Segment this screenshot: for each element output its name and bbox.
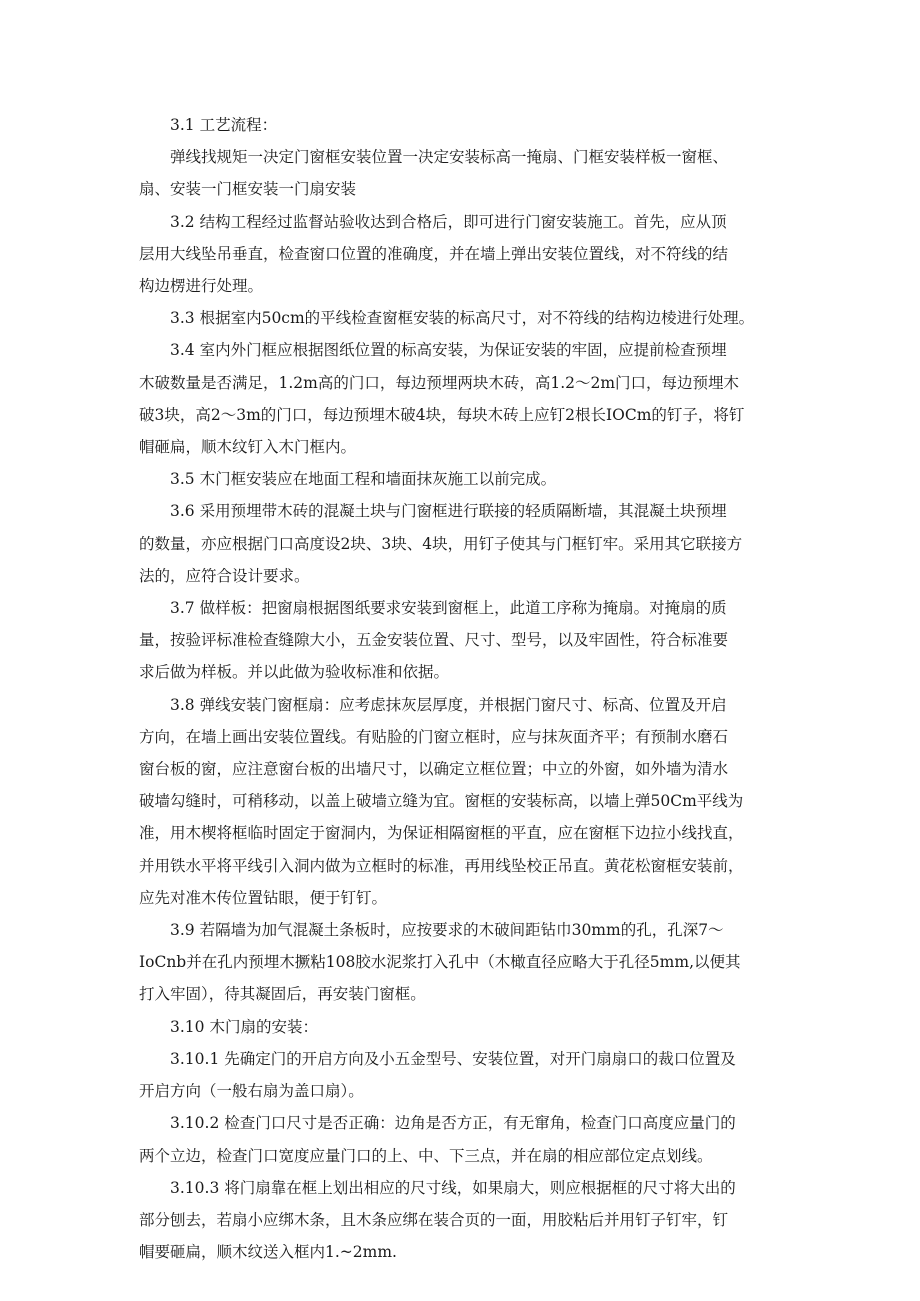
paragraph-line: 3.7 做样板：把窗扇根据图纸要求安装到窗框上，此道工序称为掩扇。对掩扇的质 — [170, 599, 727, 618]
paragraph-line: 3.5 木门框安装应在地面工程和墙面抹灰施工以前完成。 — [170, 470, 557, 489]
paragraph-3-3 — [170, 302, 792, 334]
paragraph-line: 应先对准木传位置钻眼，便于钉钉。 — [139, 888, 388, 907]
paragraph-line: 3.10 木门扇的安装： — [170, 1017, 318, 1036]
paragraph-line: 打入牢固），待其凝固后，再安装门窗框。 — [139, 985, 426, 1004]
paragraph-line: 准，用木楔将框临时固定于窗洞内，为保证相隔窗框的平直，应在窗框下边拉小线找直， — [139, 824, 744, 843]
paragraph-process-flow — [139, 141, 792, 205]
paragraph-line: 量，按验评标准检查缝隙大小，五金安装位置、尺寸、型号，以及牢固性，符合标准要 — [139, 631, 729, 650]
paragraph-line: 层用大线坠吊垂直，检查窗口位置的准确度，并在墙上弹出安装位置线，对不符线的结 — [139, 244, 729, 263]
paragraph-line: 3.10.3 将门扇靠在框上划出相应的尺寸线，如果扇大，则应根据框的尺寸将大出的 — [170, 1178, 736, 1197]
paragraph-3-10-3 — [139, 1172, 792, 1269]
paragraph-line: 3.2 结构工程经过监督站验收达到合格后，即可进行门窗安装施工。首先，应从顶 — [170, 212, 727, 231]
paragraph-line: 3.3 根据室内50cm的平线检查窗框安装的标高尺寸，对不符线的结构边棱进行处理。 — [170, 309, 755, 328]
paragraph-line: 求后做为样板。并以此做为验收标准和依据。 — [139, 663, 450, 682]
paragraph-line: 破墙勾缝时，可稍移动，以盖上破墙立缝为宜。窗框的安装标高，以墙上弹50Cm平线为 — [139, 792, 744, 811]
paragraph-3-10-2 — [139, 1107, 792, 1171]
paragraph-line: 3.9 若隔墙为加气混凝土条板时，应按要求的木破间距钻巾30mm的孔，孔深7～ — [170, 921, 724, 940]
paragraph-line: 弹线找规矩一决定门窗框安装位置一决定安装标高一掩扇、门框安装样板一窗框、 — [170, 148, 729, 167]
paragraph-line: 方向，在墙上画出安装位置线。有贴脸的门窗立框时，应与抹灰面齐平；有预制水磨石 — [139, 727, 729, 746]
paragraph-line: 开启方向（一般右扇为盖口扇）。 — [139, 1082, 364, 1101]
paragraph-3-1 — [170, 109, 792, 141]
paragraph-line: 3.6 采用预埋带木砖的混凝土块与门窗框进行联接的轻质隔断墙，其混凝土块预埋 — [170, 502, 727, 521]
paragraph-3-4 — [139, 334, 792, 463]
paragraph-line: 木破数量是否满足，1.2m高的门口，每边预埋两块木砖，高1.2～2m门口，每边预埋木 — [139, 373, 740, 392]
paragraph-line: 并用铁水平将平线引入洞内做为立框时的标准，再用线坠校正吊直。黄花松窗框安装前， — [139, 856, 744, 875]
paragraph-line: 部分刨去，若扇小应绑木条，且木条应绑在装合页的一面，用胶粘后并用钉子钉牢，钉 — [139, 1210, 729, 1229]
paragraph-line: IoCnb并在孔内预埋木撅粘108胶水泥浆打入孔中（木橄直径应略大于孔径5mm,以便其 — [139, 953, 741, 972]
paragraph-3-6 — [139, 495, 792, 592]
paragraph-line: 3.4 室内外门框应根据图纸位置的标高安装，为保证安装的牢固，应提前检查预埋 — [170, 341, 727, 360]
paragraph-3-9 — [139, 914, 792, 1011]
paragraph-line: 法的，应符合设计要求。 — [139, 566, 310, 585]
paragraph-line: 3.10.2 检查门口尺寸是否正确：边角是否方正，有无窜角，检查门口高度应量门的 — [170, 1114, 736, 1133]
paragraph-line: 扇、安装一门框安装一门扇安装 — [139, 180, 357, 199]
paragraph-3-10 — [170, 1011, 792, 1043]
paragraph-3-7 — [139, 592, 792, 689]
paragraph-3-8 — [139, 689, 792, 914]
paragraph-line: 两个立边，检查门口宽度应量门口的上、中、下三点，并在扇的相应部位定点划线。 — [139, 1146, 713, 1165]
paragraph-3-10-1 — [139, 1043, 792, 1107]
document-body — [139, 109, 792, 1268]
paragraph-line: 窗台板的窗，应注意窗台板的出墙尺寸，以确定立框位置；中立的外窗，如外墙为清水 — [139, 760, 729, 779]
paragraph-line: 帽砸扁，顺木纹钉入木门框内。 — [139, 438, 357, 457]
paragraph-line: 3.10.1 先确定门的开启方向及小五金型号、安装位置，对开门扇扇口的裁口位置及 — [170, 1049, 736, 1068]
paragraph-line: 3.8 弹线安装门窗框扇：应考虑抹灰层厚度，并根据门窗尺寸、标高、位置及开启 — [170, 695, 727, 714]
paragraph-line: 3.1 工艺流程： — [170, 116, 278, 134]
paragraph-line: 帽要砸扁，顺木纹送入框内1.~2mm. — [139, 1243, 397, 1262]
paragraph-line: 的数量，亦应根据门口高度设2块、3块、4块，用钉子使其与门框钉牢。采用其它联接方 — [139, 534, 743, 553]
paragraph-3-2 — [139, 206, 792, 303]
paragraph-line: 构边楞进行处理。 — [139, 277, 264, 296]
paragraph-line: 破3块，高2～3m的门口，每边预埋木破4块，每块木砖上应钉2根长IOCm的钉子，将钉 — [139, 405, 745, 424]
paragraph-3-5 — [170, 463, 792, 495]
